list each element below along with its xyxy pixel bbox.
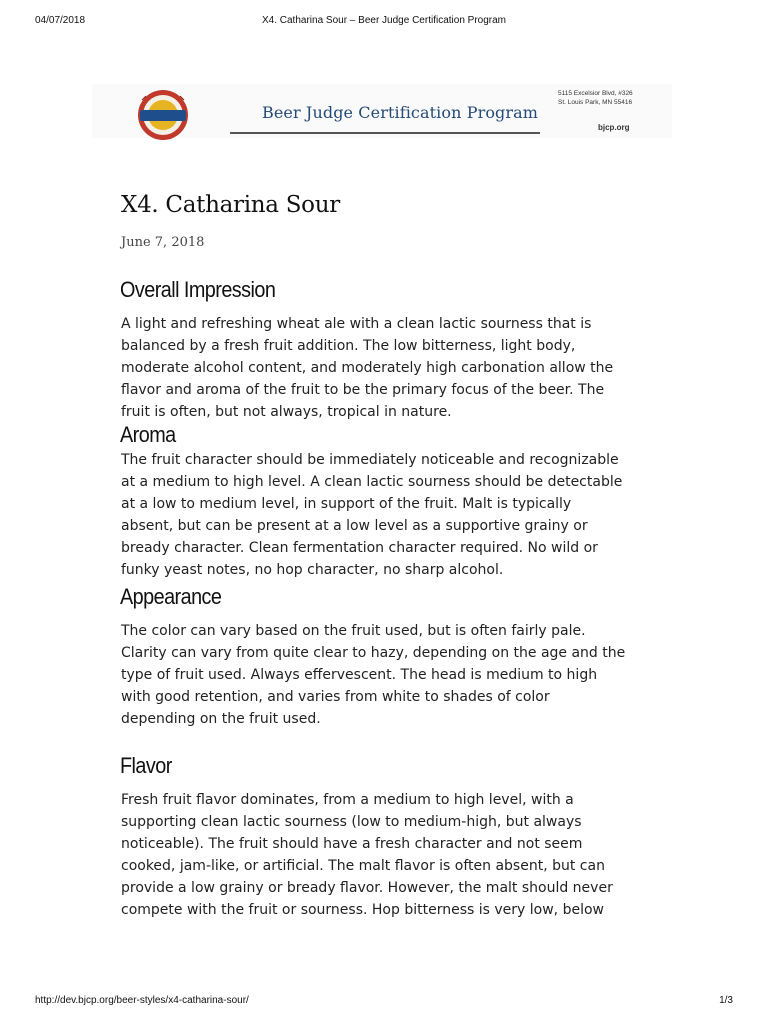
org-website: bjcp.org <box>598 123 630 132</box>
section-body-flavor <box>121 789 641 921</box>
body-line: fruit is often, but not always, tropical in nature. <box>121 404 452 420</box>
body-line: funky yeast notes, no hop character, no sharp alcohol. <box>121 562 504 578</box>
body-line: The color can vary based on the fruit used, but is often fairly pale. <box>121 623 586 639</box>
body-line: with good retention, and varies from white to shades of color <box>121 689 550 705</box>
print-date: 04/07/2018 <box>35 15 86 26</box>
section-heading-aroma: Aroma <box>120 422 176 447</box>
body-line: moderate alcohol content, and moderately high carbonation allow the <box>121 360 614 376</box>
body-line: Clarity can vary from quite clear to hazy, depending on the age and the <box>121 645 626 661</box>
section-body-aroma <box>121 449 641 581</box>
body-line: bready character. Clean fermentation character required. No wild or <box>121 540 598 556</box>
article-title: X4. Catharina Sour <box>121 192 340 218</box>
org-address <box>558 89 633 107</box>
address-line-2: St. Louis Park, MN 55416 <box>558 99 633 106</box>
print-page-number: 1/3 <box>719 995 733 1006</box>
body-line: at a low to medium level, in support of the fruit. Malt is typically <box>121 496 572 512</box>
body-line: cooked, jam-like, or artificial. The malt flavor is often absent, but can <box>121 858 605 874</box>
body-line: balanced by a fresh fruit addition. The low bitterness, light body, <box>121 338 576 354</box>
body-line: The fruit character should be immediately noticeable and recognizable <box>121 452 619 468</box>
print-page-title: X4. Catharina Sour – Beer Judge Certification Program <box>261 15 506 26</box>
section-heading-appearance: Appearance <box>120 584 222 609</box>
body-line: supporting clean lactic sourness (low to medium-high, but always <box>121 814 582 830</box>
body-line: A light and refreshing wheat ale with a clean lactic sourness that is <box>121 316 592 332</box>
body-line: compete with the fruit or sourness. Hop bitterness is very low, below <box>121 902 604 918</box>
body-line: type of fruit used. Always effervescent. The head is medium to high <box>121 667 598 683</box>
body-line: Fresh fruit flavor dominates, from a medium to high level, with a <box>121 792 574 808</box>
body-line: flavor and aroma of the fruit to be the primary focus of the beer. The <box>121 382 605 398</box>
body-line: noticeable). The fruit should have a fresh character and not seem <box>121 836 583 852</box>
section-heading-overall-impression: Overall Impression <box>120 277 276 302</box>
print-footer <box>0 995 768 1009</box>
print-url: http://dev.bjcp.org/beer-styles/x4-catharina-sour/ <box>35 995 249 1006</box>
section-heading-flavor: Flavor <box>120 753 172 778</box>
body-line: absent, but can be present at a low level as a supportive grainy or <box>121 518 588 534</box>
org-name: Beer Judge Certification Program <box>262 103 539 122</box>
section-body-appearance <box>121 620 641 730</box>
article-date: June 7, 2018 <box>121 235 205 250</box>
body-line: provide a low grainy or bready flavor. However, the malt should never <box>121 880 613 896</box>
body-line: depending on the fruit used. <box>121 711 321 727</box>
address-line-1: 5115 Excelsior Blvd, #326 <box>558 90 633 97</box>
section-body-overall-impression <box>121 313 641 423</box>
bjcp-seal-logo <box>136 88 190 142</box>
body-line: at a medium to high level. A clean lactic sourness should be detectable <box>121 474 623 490</box>
print-header <box>0 15 768 29</box>
bjcp-banner <box>92 84 672 138</box>
org-underline <box>230 132 540 134</box>
